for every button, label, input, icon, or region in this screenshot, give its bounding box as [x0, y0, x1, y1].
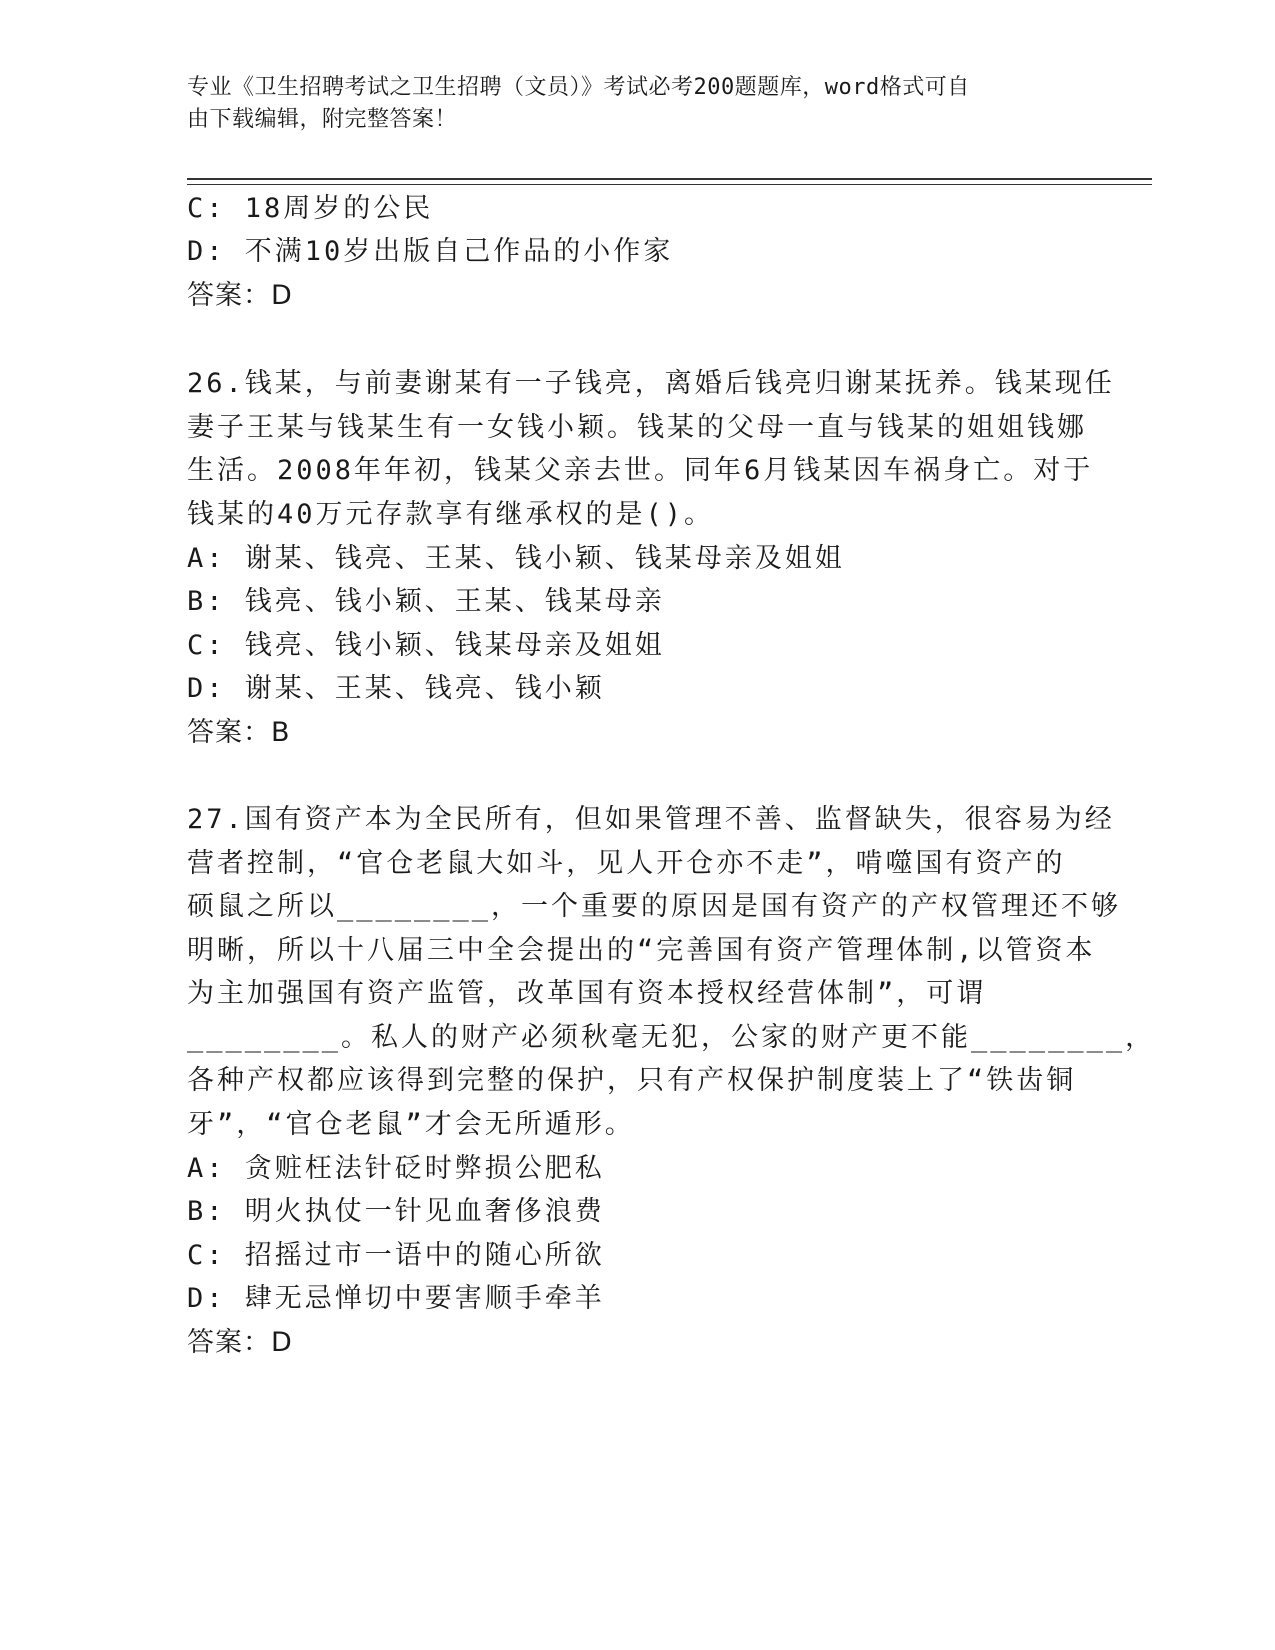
q26-stem-line-1: 26.钱某，与前妻谢某有一子钱亮，离婚后钱亮归谢某抚养。钱某现任: [187, 368, 1115, 399]
q27-stem-line-4: 明晰，所以十八届三中全会提出的“完善国有资产管理体制,以管资本: [187, 935, 1096, 966]
q27-stem-line-5: 为主加强国有资产监管，改革国有资本授权经营体制”，可谓: [187, 978, 987, 1009]
q27-stem-line-2: 营者控制，“官仓老鼠大如斗，见人开仓亦不走”，啃噬国有资产的: [187, 848, 1066, 879]
q27-option-d: D: 肆无忌惮切中要害顺手牵羊: [187, 1283, 605, 1314]
q27-stem-line-6: ________。私人的财产必须秋毫无犯，公家的财产更不能________，: [187, 1022, 1156, 1053]
header-divider-thin: [187, 184, 1152, 185]
q27-stem-line-1: 27.国有资产本为全民所有，但如果管理不善、监督缺失，很容易为经: [187, 804, 1115, 835]
prev-option-c: C: 18周岁的公民: [187, 193, 434, 224]
header-divider-thick: [187, 178, 1152, 180]
q27-option-a: A: 贪赃枉法针砭时弊损公肥私: [187, 1153, 605, 1184]
q26-option-d: D: 谢某、王某、钱亮、钱小颖: [187, 673, 605, 704]
header-title-line-2: 由下载编辑，附完整答案！: [187, 107, 458, 132]
q27-stem-line-3: 硕鼠之所以________，一个重要的原因是国有资产的产权管理还不够: [187, 891, 1122, 922]
q27-stem-line-7: 各种产权都应该得到完整的保护，只有产权保护制度装上了“铁齿铜: [187, 1065, 1077, 1096]
prev-option-d: D: 不满10岁出版自己作品的小作家: [187, 236, 674, 267]
document-header: [187, 72, 1067, 136]
q26-stem-line-4: 钱某的40万元存款享有继承权的是()。: [187, 499, 715, 530]
q26-option-a: A: 谢某、钱亮、王某、钱小颖、钱某母亲及姐姐: [187, 543, 845, 574]
q27-option-c: C: 招摇过市一语中的随心所欲: [187, 1240, 605, 1271]
q27-stem-line-8: 牙”，“官仓老鼠”才会无所遁形。: [187, 1109, 635, 1140]
q26-stem-line-3: 生活。2008年年初，钱某父亲去世。同年6月钱某因车祸身亡。对于: [187, 455, 1094, 486]
q26-stem-line-2: 妻子王某与钱某生有一女钱小颖。钱某的父母一直与钱某的姐姐钱娜: [187, 412, 1087, 443]
q26-answer: 答案：B: [187, 717, 291, 748]
prev-answer: 答案：D: [187, 280, 293, 311]
q27-option-b: B: 明火执仗一针见血奢侈浪费: [187, 1196, 605, 1227]
q26-option-c: C: 钱亮、钱小颖、钱某母亲及姐姐: [187, 630, 665, 661]
header-title-line-1: 专业《卫生招聘考试之卫生招聘（文员）》考试必考200题题库，word格式可自: [187, 75, 970, 100]
q27-answer: 答案：D: [187, 1327, 293, 1358]
q26-option-b: B: 钱亮、钱小颖、王某、钱某母亲: [187, 586, 665, 617]
